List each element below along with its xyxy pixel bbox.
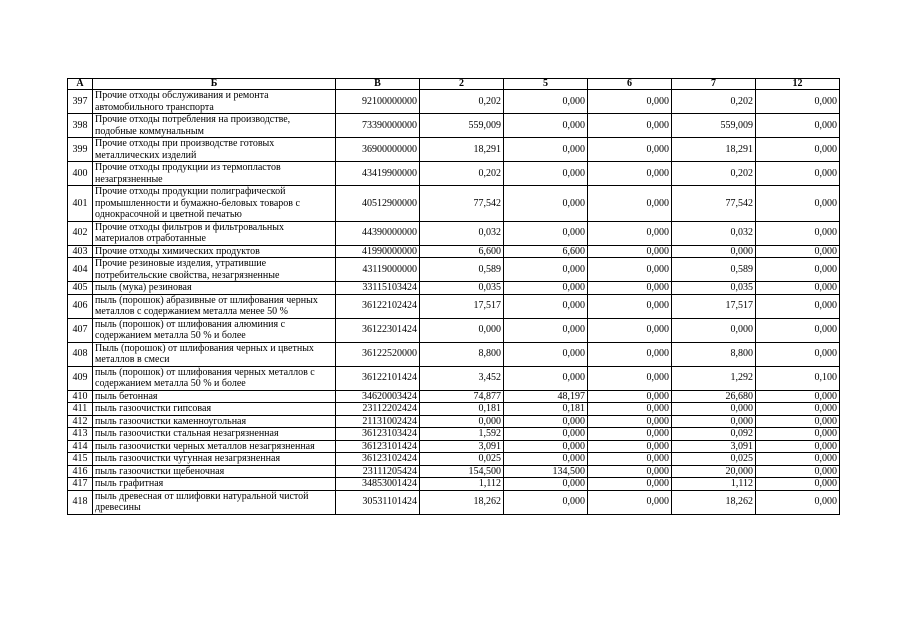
value-col-12: 0,000 [756, 428, 840, 441]
table-row [68, 318, 840, 342]
value-col-6: 0,000 [588, 440, 672, 453]
table-row [68, 245, 840, 258]
value-col-5: 134,500 [504, 465, 588, 478]
waste-code: 23112202424 [336, 403, 420, 416]
row-number: 413 [68, 428, 93, 441]
row-number: 408 [68, 342, 93, 366]
waste-name: Прочие отходы потребления на производстве, подобные коммунальным [93, 114, 336, 138]
value-col-5: 0,000 [504, 478, 588, 491]
value-col-12: 0,100 [756, 366, 840, 390]
value-col-5: 0,000 [504, 342, 588, 366]
value-col-12: 0,000 [756, 403, 840, 416]
table-row [68, 453, 840, 466]
value-col-7: 0,202 [672, 162, 756, 186]
waste-name: Прочие отходы при производстве готовых металлических изделий [93, 138, 336, 162]
value-col-2: 18,291 [420, 138, 504, 162]
table-row [68, 294, 840, 318]
value-col-7: 559,009 [672, 114, 756, 138]
value-col-12: 0,000 [756, 258, 840, 282]
value-col-7: 0,000 [672, 245, 756, 258]
table-row [68, 90, 840, 114]
header-cell: В [336, 79, 420, 90]
waste-name: пыль газоочистки каменноугольная [93, 415, 336, 428]
value-col-12: 0,000 [756, 245, 840, 258]
row-number: 417 [68, 478, 93, 491]
waste-name: пыль (мука) резиновая [93, 282, 336, 295]
header-cell: 6 [588, 79, 672, 90]
value-col-6: 0,000 [588, 453, 672, 466]
value-col-6: 0,000 [588, 138, 672, 162]
waste-code: 36123102424 [336, 453, 420, 466]
waste-code: 36122520000 [336, 342, 420, 366]
value-col-6: 0,000 [588, 490, 672, 514]
value-col-5: 0,000 [504, 186, 588, 222]
value-col-2: 1,112 [420, 478, 504, 491]
value-col-7: 18,262 [672, 490, 756, 514]
waste-code: 33115103424 [336, 282, 420, 295]
table-row [68, 138, 840, 162]
table-row [68, 440, 840, 453]
waste-code: 36900000000 [336, 138, 420, 162]
value-col-7: 0,589 [672, 258, 756, 282]
value-col-6: 0,000 [588, 258, 672, 282]
value-col-12: 0,000 [756, 162, 840, 186]
value-col-2: 77,542 [420, 186, 504, 222]
value-col-2: 0,032 [420, 221, 504, 245]
value-col-5: 0,000 [504, 428, 588, 441]
header-cell: 2 [420, 79, 504, 90]
value-col-2: 1,592 [420, 428, 504, 441]
data-table-container [67, 78, 840, 515]
waste-code: 36122101424 [336, 366, 420, 390]
value-col-7: 0,000 [672, 403, 756, 416]
row-number: 401 [68, 186, 93, 222]
value-col-2: 154,500 [420, 465, 504, 478]
waste-name: пыль газоочистки стальная незагрязненная [93, 428, 336, 441]
value-col-2: 0,589 [420, 258, 504, 282]
value-col-2: 18,262 [420, 490, 504, 514]
header-cell: 7 [672, 79, 756, 90]
value-col-5: 0,000 [504, 258, 588, 282]
value-col-7: 0,025 [672, 453, 756, 466]
row-number: 418 [68, 490, 93, 514]
value-col-12: 0,000 [756, 415, 840, 428]
value-col-5: 0,000 [504, 490, 588, 514]
value-col-5: 0,000 [504, 453, 588, 466]
row-number: 411 [68, 403, 93, 416]
table-row [68, 390, 840, 403]
waste-name: пыль древесная от шлифовки натуральной чистой древесины [93, 490, 336, 514]
table-row [68, 403, 840, 416]
table-row [68, 366, 840, 390]
waste-name: пыль (порошок) от шлифования черных металлов с содержанием металла 50 % и более [93, 366, 336, 390]
waste-code: 34620003424 [336, 390, 420, 403]
row-number: 399 [68, 138, 93, 162]
row-number: 416 [68, 465, 93, 478]
table-row [68, 114, 840, 138]
waste-name: Прочие отходы продукции из термопластов незагрязненные [93, 162, 336, 186]
value-col-12: 0,000 [756, 490, 840, 514]
row-number: 409 [68, 366, 93, 390]
waste-name: пыль графитная [93, 478, 336, 491]
value-col-12: 0,000 [756, 114, 840, 138]
waste-name: пыль газоочистки чугунная незагрязненная [93, 453, 336, 466]
value-col-6: 0,000 [588, 390, 672, 403]
table-row [68, 282, 840, 295]
value-col-2: 8,800 [420, 342, 504, 366]
value-col-2: 3,091 [420, 440, 504, 453]
value-col-6: 0,000 [588, 428, 672, 441]
waste-code: 30531101424 [336, 490, 420, 514]
row-number: 406 [68, 294, 93, 318]
value-col-7: 26,680 [672, 390, 756, 403]
waste-name: Прочие отходы продукции полиграфической промышленности и бумажно-беловых товаров с однокрасочной и цветной печатью [93, 186, 336, 222]
value-col-5: 0,181 [504, 403, 588, 416]
row-number: 414 [68, 440, 93, 453]
value-col-7: 0,032 [672, 221, 756, 245]
value-col-2: 17,517 [420, 294, 504, 318]
value-col-6: 0,000 [588, 114, 672, 138]
value-col-12: 0,000 [756, 478, 840, 491]
value-col-5: 0,000 [504, 440, 588, 453]
waste-code: 34853001424 [336, 478, 420, 491]
row-number: 407 [68, 318, 93, 342]
waste-name: пыль бетонная [93, 390, 336, 403]
value-col-12: 0,000 [756, 390, 840, 403]
value-col-6: 0,000 [588, 465, 672, 478]
value-col-5: 0,000 [504, 138, 588, 162]
value-col-12: 0,000 [756, 465, 840, 478]
header-row [68, 79, 840, 90]
row-number: 400 [68, 162, 93, 186]
value-col-5: 0,000 [504, 318, 588, 342]
waste-code: 21131002424 [336, 415, 420, 428]
value-col-5: 0,000 [504, 90, 588, 114]
waste-code: 23111205424 [336, 465, 420, 478]
value-col-6: 0,000 [588, 162, 672, 186]
waste-code: 43419900000 [336, 162, 420, 186]
value-col-12: 0,000 [756, 440, 840, 453]
value-col-12: 0,000 [756, 186, 840, 222]
value-col-5: 0,000 [504, 282, 588, 295]
value-col-5: 0,000 [504, 221, 588, 245]
waste-name: Прочие отходы химических продуктов [93, 245, 336, 258]
waste-name: пыль (порошок) абразивные от шлифования черных металлов с содержанием металла менее 50 % [93, 294, 336, 318]
table-row [68, 342, 840, 366]
waste-name: Прочие отходы фильтров и фильтровальных материалов отработанные [93, 221, 336, 245]
value-col-6: 0,000 [588, 90, 672, 114]
value-col-5: 0,000 [504, 162, 588, 186]
table-row [68, 465, 840, 478]
value-col-6: 0,000 [588, 415, 672, 428]
value-col-2: 0,000 [420, 415, 504, 428]
value-col-7: 0,092 [672, 428, 756, 441]
waste-name: Прочие резиновые изделия, утратившие потребительские свойства, незагрязненные [93, 258, 336, 282]
value-col-2: 3,452 [420, 366, 504, 390]
waste-name: пыль газоочистки щебеночная [93, 465, 336, 478]
value-col-2: 559,009 [420, 114, 504, 138]
value-col-7: 0,000 [672, 318, 756, 342]
row-number: 404 [68, 258, 93, 282]
table-row [68, 258, 840, 282]
value-col-12: 0,000 [756, 138, 840, 162]
table-row [68, 428, 840, 441]
value-col-2: 6,600 [420, 245, 504, 258]
row-number: 403 [68, 245, 93, 258]
value-col-6: 0,000 [588, 221, 672, 245]
value-col-7: 1,112 [672, 478, 756, 491]
table-row [68, 490, 840, 514]
waste-code: 73390000000 [336, 114, 420, 138]
waste-name: пыль (порошок) от шлифования алюминия с содержанием металла 50 % и более [93, 318, 336, 342]
table-row [68, 221, 840, 245]
value-col-12: 0,000 [756, 90, 840, 114]
value-col-7: 0,035 [672, 282, 756, 295]
header-cell: Б [93, 79, 336, 90]
value-col-5: 0,000 [504, 415, 588, 428]
waste-name: Пыль (порошок) от шлифования черных и цветных металлов в смеси [93, 342, 336, 366]
value-col-2: 0,202 [420, 90, 504, 114]
row-number: 410 [68, 390, 93, 403]
value-col-7: 3,091 [672, 440, 756, 453]
value-col-12: 0,000 [756, 342, 840, 366]
value-col-2: 0,000 [420, 318, 504, 342]
value-col-6: 0,000 [588, 318, 672, 342]
value-col-7: 17,517 [672, 294, 756, 318]
waste-code: 36122102424 [336, 294, 420, 318]
value-col-6: 0,000 [588, 186, 672, 222]
value-col-2: 0,202 [420, 162, 504, 186]
waste-code: 43119000000 [336, 258, 420, 282]
value-col-7: 20,000 [672, 465, 756, 478]
value-col-5: 0,000 [504, 366, 588, 390]
row-number: 415 [68, 453, 93, 466]
value-col-6: 0,000 [588, 403, 672, 416]
waste-code: 36122301424 [336, 318, 420, 342]
value-col-2: 0,025 [420, 453, 504, 466]
table-row [68, 186, 840, 222]
value-col-6: 0,000 [588, 342, 672, 366]
table-row [68, 162, 840, 186]
value-col-5: 0,000 [504, 114, 588, 138]
row-number: 412 [68, 415, 93, 428]
header-cell: А [68, 79, 93, 90]
value-col-2: 0,181 [420, 403, 504, 416]
value-col-6: 0,000 [588, 294, 672, 318]
value-col-6: 0,000 [588, 478, 672, 491]
row-number: 398 [68, 114, 93, 138]
value-col-7: 77,542 [672, 186, 756, 222]
header-cell: 12 [756, 79, 840, 90]
value-col-5: 48,197 [504, 390, 588, 403]
value-col-2: 0,035 [420, 282, 504, 295]
waste-code: 41990000000 [336, 245, 420, 258]
row-number: 402 [68, 221, 93, 245]
value-col-7: 8,800 [672, 342, 756, 366]
value-col-7: 0,000 [672, 415, 756, 428]
value-col-7: 18,291 [672, 138, 756, 162]
value-col-12: 0,000 [756, 294, 840, 318]
waste-table [67, 78, 840, 515]
value-col-12: 0,000 [756, 282, 840, 295]
value-col-6: 0,000 [588, 245, 672, 258]
value-col-5: 0,000 [504, 294, 588, 318]
value-col-7: 1,292 [672, 366, 756, 390]
waste-name: пыль газоочистки черных металлов незагрязненная [93, 440, 336, 453]
waste-code: 36123101424 [336, 440, 420, 453]
table-row [68, 415, 840, 428]
value-col-6: 0,000 [588, 366, 672, 390]
value-col-6: 0,000 [588, 282, 672, 295]
waste-code: 40512900000 [336, 186, 420, 222]
value-col-5: 6,600 [504, 245, 588, 258]
header-cell: 5 [504, 79, 588, 90]
table-row [68, 478, 840, 491]
waste-code: 36123103424 [336, 428, 420, 441]
value-col-12: 0,000 [756, 318, 840, 342]
value-col-12: 0,000 [756, 221, 840, 245]
row-number: 397 [68, 90, 93, 114]
waste-code: 44390000000 [336, 221, 420, 245]
waste-name: пыль газоочистки гипсовая [93, 403, 336, 416]
waste-code: 92100000000 [336, 90, 420, 114]
value-col-12: 0,000 [756, 453, 840, 466]
value-col-2: 74,877 [420, 390, 504, 403]
value-col-7: 0,202 [672, 90, 756, 114]
waste-name: Прочие отходы обслуживания и ремонта автомобильного транспорта [93, 90, 336, 114]
row-number: 405 [68, 282, 93, 295]
